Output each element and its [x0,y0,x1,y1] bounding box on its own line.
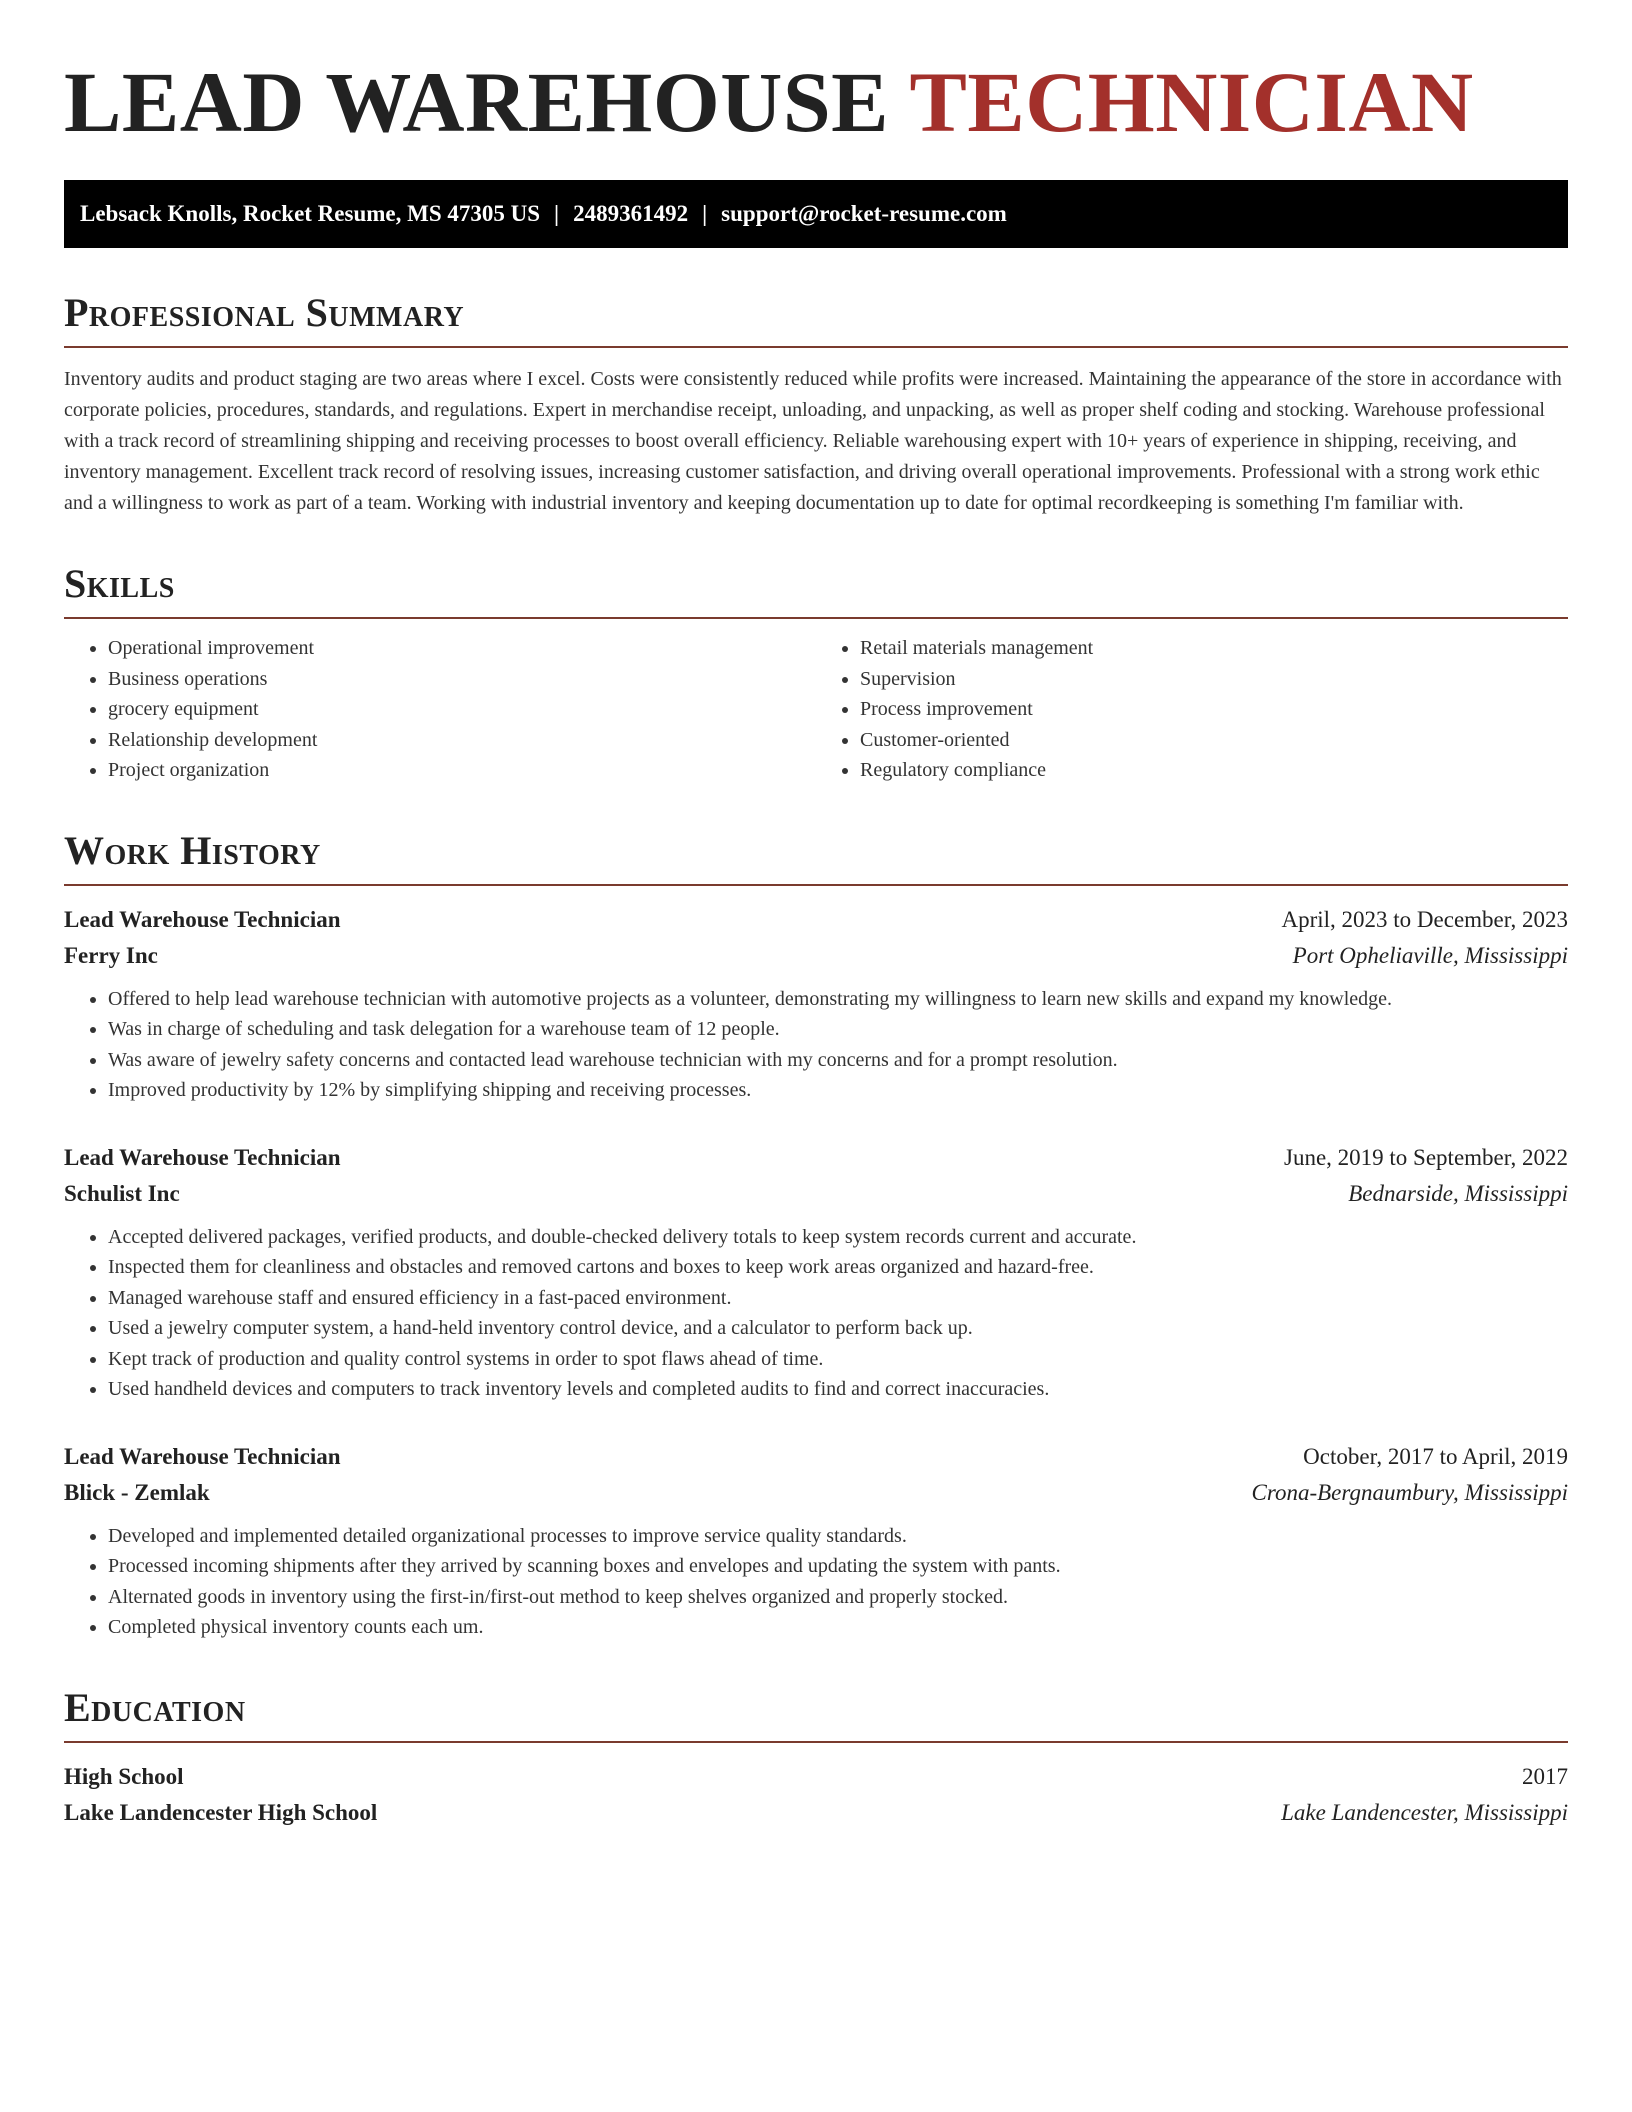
job-bullet: • Used a jewelry computer system, a hand-held inventory control device, and a calculator to perform back up. [108,1313,1568,1344]
job-entry [64,1140,1568,1405]
job-bullet: • Was in charge of scheduling and task delegation for a warehouse team of 12 people. [108,1014,1568,1045]
contact-separator: | [554,201,560,226]
job-company-row [64,1475,1568,1511]
skills-list-right [816,633,1568,786]
skill-item: • Project organization [108,755,816,786]
job-company: Schulist Inc [64,1180,180,1206]
skills-heading: Skills [64,559,1568,619]
education-degree-row [64,1759,1568,1795]
skills-columns [64,633,1568,786]
job-dates: June, 2019 to September, 2022 [1284,1144,1568,1170]
summary-heading: Professional Summary [64,288,1568,348]
education-year: 2017 [1522,1763,1568,1789]
job-position: Lead Warehouse Technician [64,906,341,932]
job-bullet: • Inspected them for cleanliness and obstacles and removed cartons and boxes to keep work areas organized and hazard-free. [108,1252,1568,1283]
job-bullet: • Kept track of production and quality control systems in order to spot flaws ahead of time. [108,1344,1568,1375]
skill-item: • grocery equipment [108,694,816,725]
contact-address: Lebsack Knolls, Rocket Resume, MS 47305 US [80,201,541,226]
job-company: Blick - Zemlak [64,1479,210,1505]
contact-bar [64,180,1568,248]
skills-section [64,559,1568,786]
resume-title [64,52,1568,152]
skill-item: • Supervision [860,664,1568,695]
skill-item: • Retail materials management [860,633,1568,664]
education-entry [64,1759,1568,1831]
job-bullet: • Developed and implemented detailed organizational processes to improve service quality standards. [108,1521,1568,1552]
job-header-row [64,1439,1568,1475]
job-entry [64,1439,1568,1643]
education-degree: High School [64,1763,184,1789]
skills-list-left [64,633,816,786]
summary-text: Inventory audits and product staging are two areas where I excel. Costs were consistently reduced while profits were increased. Maintaining the appearance of the store in accordance with corporate policies, procedures, standards, and regulations. Expert in merchandise receipt, unloading, and unpacking, as well as proper shelf coding and stocking. Warehouse professional with a track record of streamlining shipping and receiving processes to boost overall efficiency. Reliable warehousing expert with 10+ years of experience in shipping, receiving, and inventory management. Excellent track record of resolving issues, increasing customer satisfaction, and driving overall operational improvements. Professional with a strong work ethic and a willingness to work as part of a team. Working with industrial inventory and keeping documentation up to date for optimal recordkeeping is something I'm familiar with. [64,368,1562,514]
skill-item: • Business operations [108,664,816,695]
job-bullet: • Was aware of jewelry safety concerns and contacted lead warehouse technician with my concerns and for a prompt resolution. [108,1045,1568,1076]
job-header-row [64,1140,1568,1176]
job-bullet: • Alternated goods in inventory using the first-in/first-out method to keep shelves organized and properly stocked. [108,1582,1568,1613]
education-location: Lake Landencester, Mississippi [1281,1799,1568,1825]
education-heading: Education [64,1683,1568,1743]
job-bullet: • Accepted delivered packages, verified products, and double-checked delivery totals to keep system records current and accurate. [108,1222,1568,1253]
job-location: Bednarside, Mississippi [1348,1180,1568,1206]
job-bullets [64,984,1568,1106]
job-dates: October, 2017 to April, 2019 [1303,1443,1568,1469]
skill-item: • Process improvement [860,694,1568,725]
job-location: Crona-Bergnaumbury, Mississippi [1251,1479,1568,1505]
title-main: LEAD WAREHOUSE [64,54,890,150]
job-company-row [64,938,1568,974]
skill-item: • Relationship development [108,725,816,756]
job-entry [64,902,1568,1106]
job-bullets [64,1521,1568,1643]
contact-email: support@rocket-resume.com [721,201,1007,226]
job-location: Port Opheliaville, Mississippi [1292,942,1568,968]
contact-separator: | [702,201,708,226]
job-position: Lead Warehouse Technician [64,1144,341,1170]
job-bullet: • Used handheld devices and computers to track inventory levels and completed audits to find and correct inaccuracies. [108,1374,1568,1405]
work-history-heading: Work History [64,826,1568,886]
education-school-row [64,1795,1568,1831]
job-bullet: • Completed physical inventory counts each um. [108,1612,1568,1643]
job-bullet: • Improved productivity by 12% by simplifying shipping and receiving processes. [108,1075,1568,1106]
job-dates: April, 2023 to December, 2023 [1281,906,1568,932]
job-bullets [64,1222,1568,1405]
contact-phone: 2489361492 [573,201,689,226]
job-company-row [64,1176,1568,1212]
summary-section [64,288,1568,519]
job-header-row [64,902,1568,938]
title-accent: TECHNICIAN [909,54,1474,150]
skill-item: • Regulatory compliance [860,755,1568,786]
job-bullet: • Offered to help lead warehouse technician with automotive projects as a volunteer, demonstrating my willingness to learn new skills and expand my knowledge. [108,984,1568,1015]
education-school: Lake Landencester High School [64,1799,378,1825]
job-position: Lead Warehouse Technician [64,1443,341,1469]
job-bullet: • Processed incoming shipments after they arrived by scanning boxes and envelopes and updating the system with pants. [108,1551,1568,1582]
skill-item: • Customer-oriented [860,725,1568,756]
work-history-section [64,826,1568,1643]
job-company: Ferry Inc [64,942,158,968]
skill-item: • Operational improvement [108,633,816,664]
job-bullet: • Managed warehouse staff and ensured efficiency in a fast-paced environment. [108,1283,1568,1314]
education-section [64,1683,1568,1831]
